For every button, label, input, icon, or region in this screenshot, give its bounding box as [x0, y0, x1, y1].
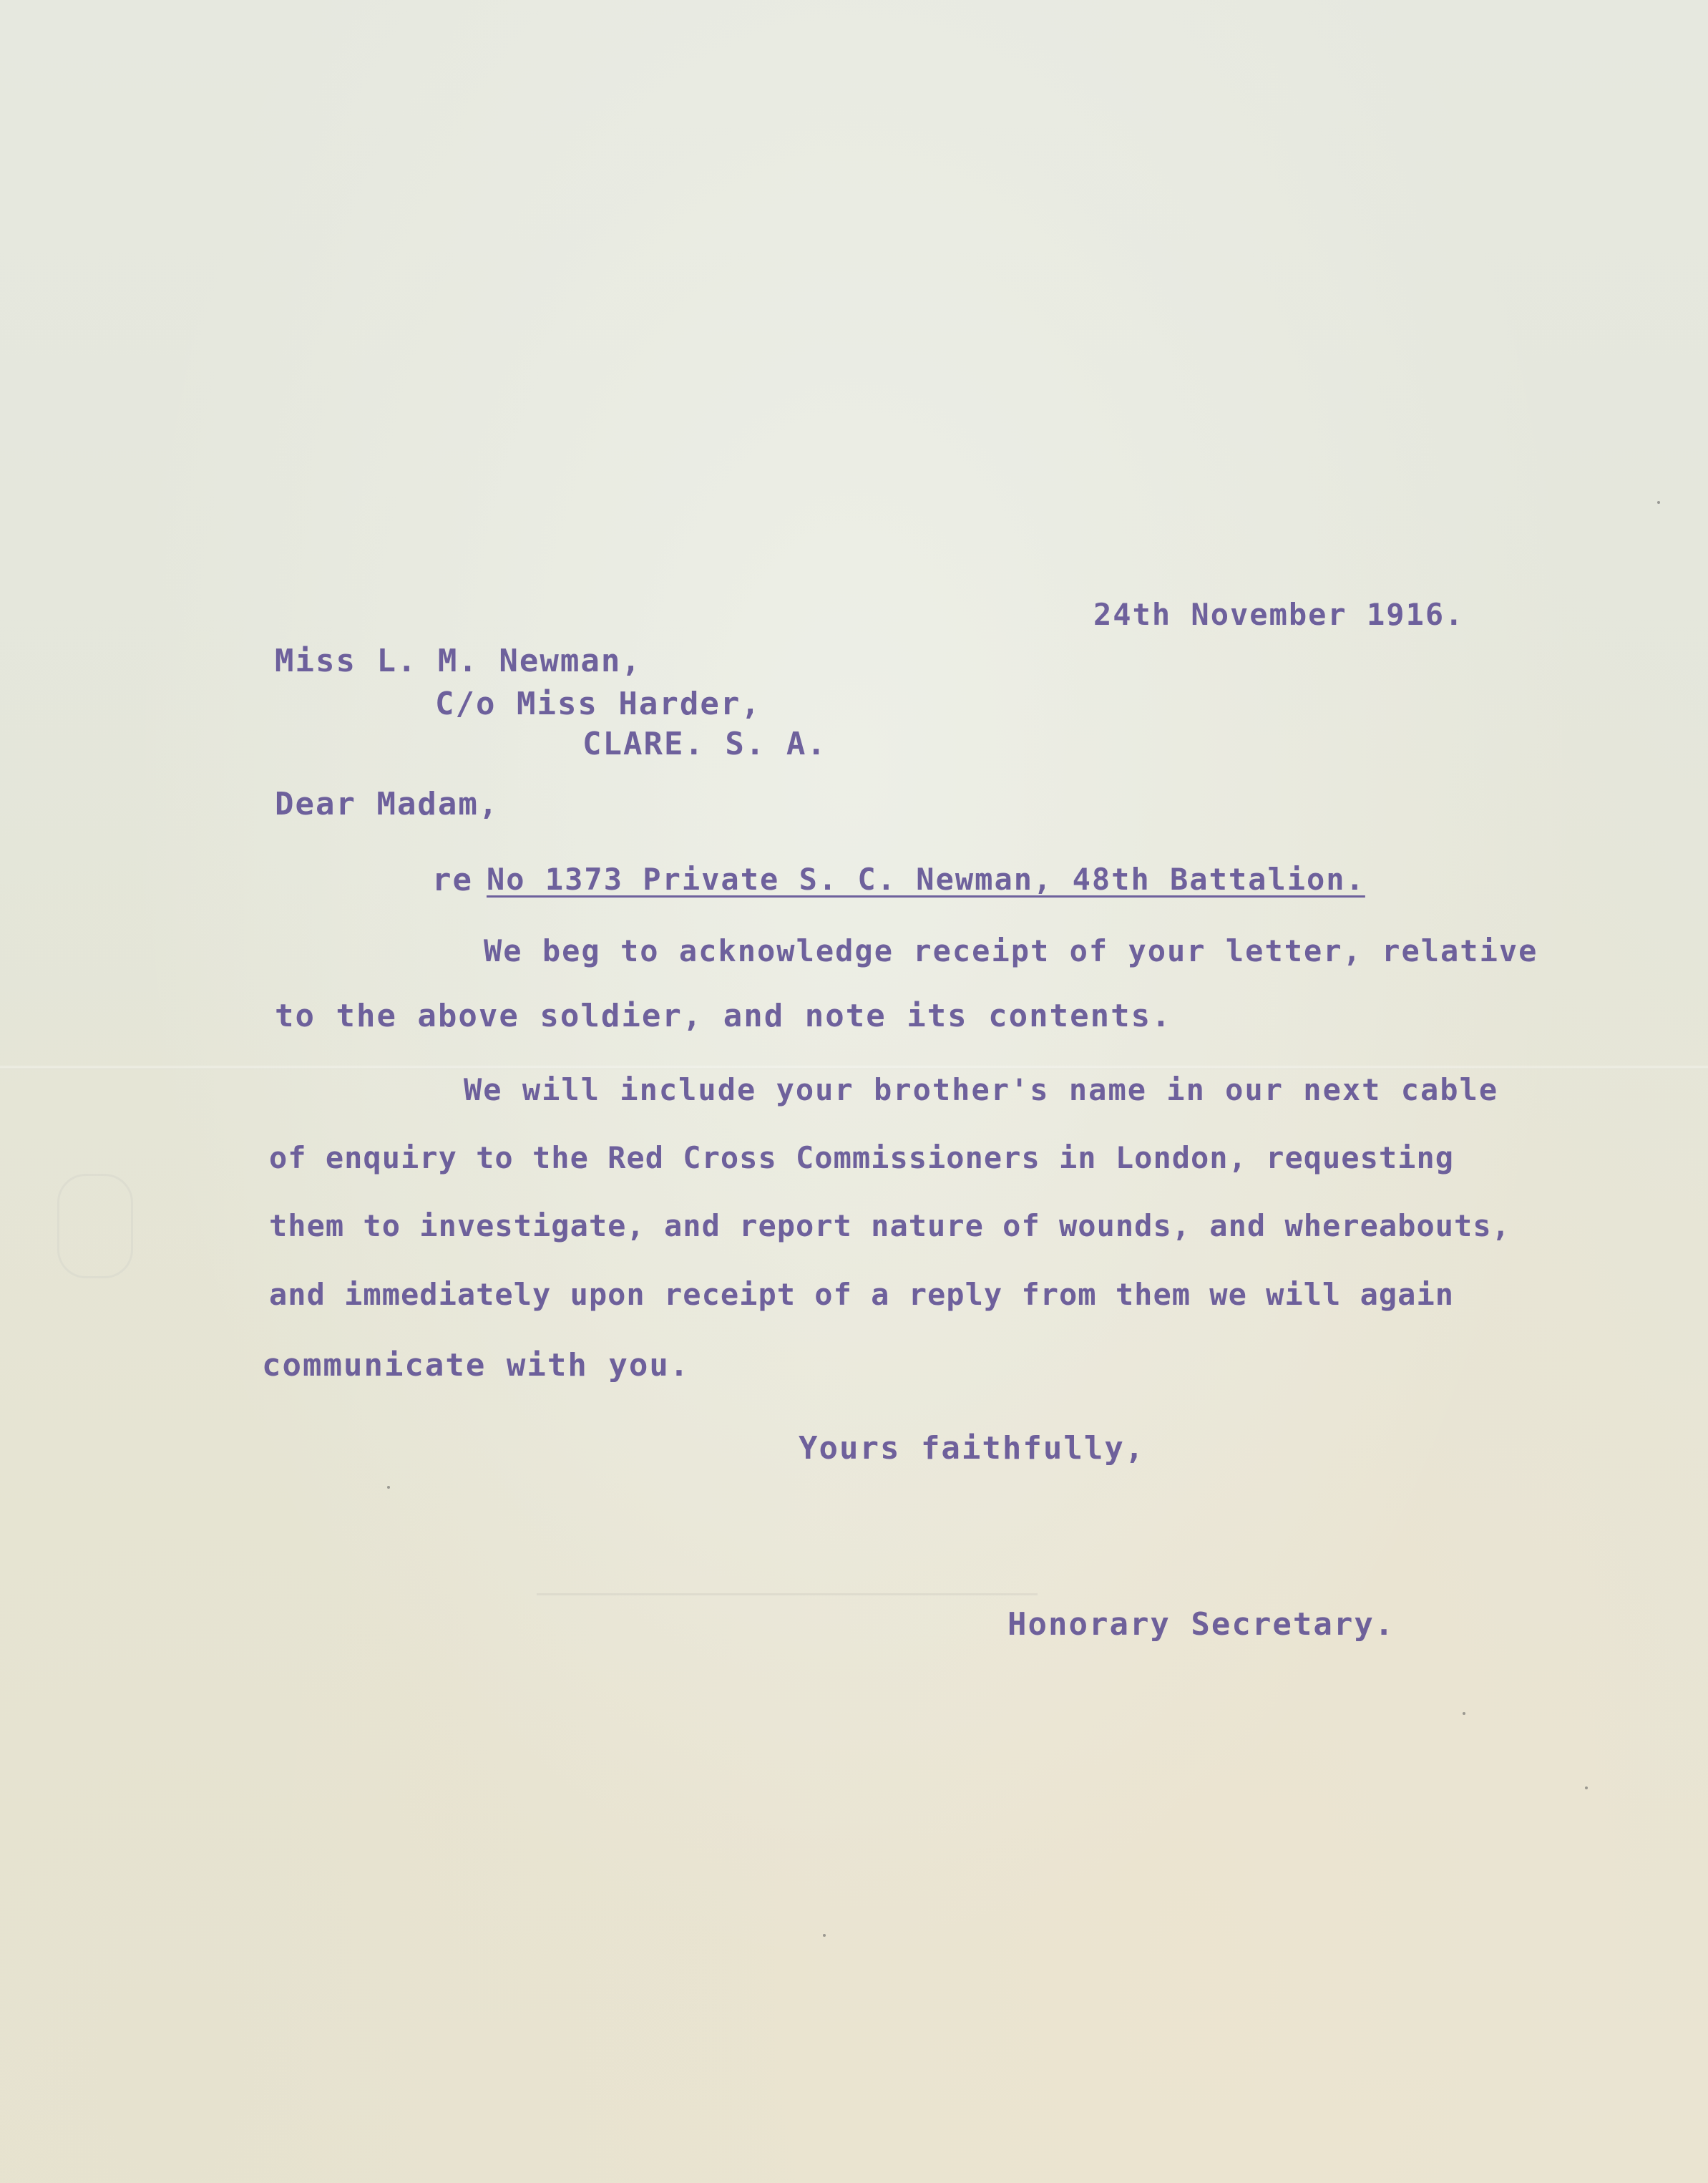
paragraph-2-line: communicate with you. [262, 1347, 690, 1384]
paper-speck [1657, 501, 1660, 504]
letter-date: 24th November 1916. [1093, 597, 1465, 632]
paragraph-2-line: them to investigate, and report nature of wounds, and whereabouts, [269, 1208, 1511, 1243]
paper-speck [1585, 1786, 1588, 1789]
paper-speck [823, 1934, 826, 1937]
paragraph-1-line: We beg to acknowledge receipt of your letter, relative [484, 933, 1538, 968]
address-line-2: C/o Miss Harder, [435, 686, 761, 722]
closing: Yours faithfully, [799, 1430, 1146, 1467]
faint-rule-line [537, 1593, 1038, 1595]
paragraph-2-line: and immediately upon receipt of a reply from them we will again [269, 1277, 1455, 1312]
re-prefix: re [432, 862, 473, 898]
paragraph-2-line: of enquiry to the Red Cross Commissioners in London, requesting [269, 1140, 1455, 1175]
paper-fold-line [0, 1065, 1708, 1069]
paper-speck [1463, 1712, 1465, 1715]
address-line-1: Miss L. M. Newman, [275, 643, 642, 679]
signature-title: Honorary Secretary. [1007, 1606, 1395, 1643]
salutation: Dear Madam, [275, 786, 499, 822]
paragraph-1-line: to the above soldier, and note its contents. [275, 998, 1172, 1034]
address-line-3: CLARE. S. A. [582, 726, 827, 762]
paragraph-2-line: We will include your brother's name in our next cable [464, 1072, 1499, 1107]
faint-watermark [57, 1174, 133, 1278]
re-subject: No 1373 Private S. C. Newman, 48th Battalion. [487, 862, 1365, 897]
paper-speck [387, 1486, 390, 1489]
